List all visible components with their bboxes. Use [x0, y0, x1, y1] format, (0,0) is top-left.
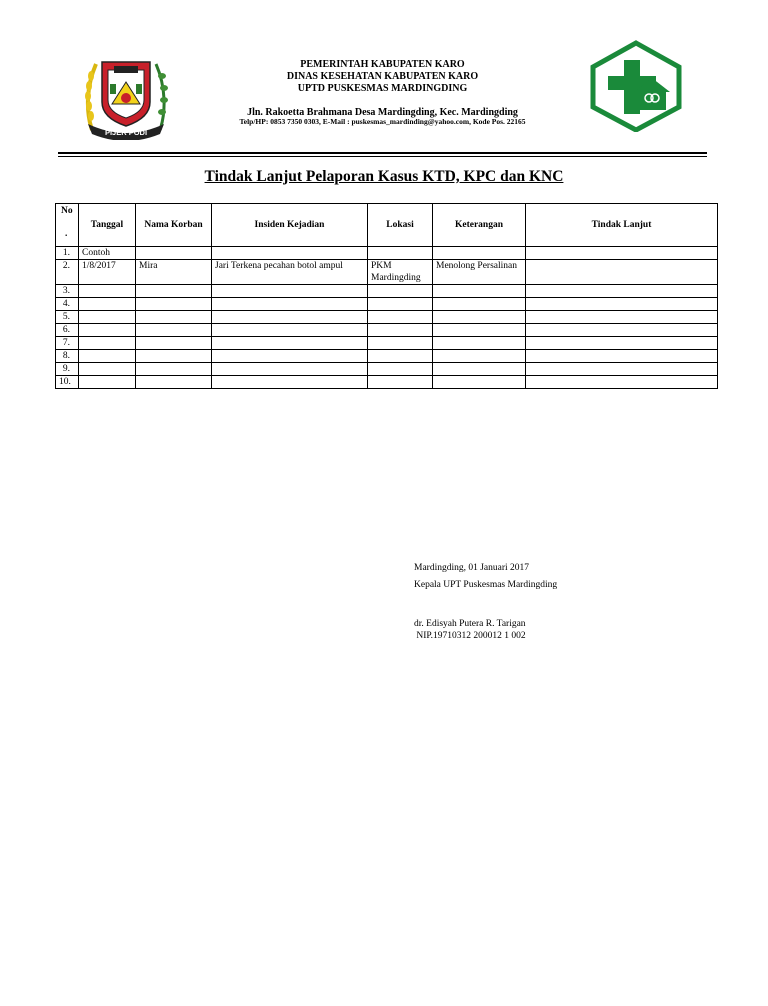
- cell-tindak-lanjut: [526, 298, 718, 311]
- cell-tanggal: [79, 285, 136, 298]
- letterhead-divider-thin: [58, 156, 707, 157]
- letterhead-address: Jln. Rakoetta Brahmana Desa Mardingding, Kec. Mardingding: [247, 107, 518, 118]
- cell-tanggal: [79, 376, 136, 389]
- cell-lokasi: [368, 311, 433, 324]
- cell-tanggal: 1/8/2017: [79, 260, 136, 285]
- letterhead-line-dinas: DINAS KESEHATAN KABUPATEN KARO: [286, 71, 479, 82]
- header-no: No .: [56, 204, 79, 247]
- cell-lokasi: [368, 247, 433, 260]
- table-row: [56, 363, 718, 376]
- cell-nama-korban: [136, 350, 212, 363]
- signature-position: Kepala UPT Puskesmas Mardingding: [414, 580, 558, 590]
- cell-tanggal: [79, 298, 136, 311]
- emblem-banner-text: PIJER PODI: [104, 128, 148, 137]
- letterhead-line-puskesmas: UPTD PUSKESMAS MARDINGDING: [297, 83, 468, 94]
- cell-insiden: [212, 363, 368, 376]
- cell-tanggal: [79, 350, 136, 363]
- table-row: [56, 247, 718, 260]
- cell-keterangan: [433, 363, 526, 376]
- cell-tanggal: [79, 311, 136, 324]
- letterhead-contact: Telp/HP: 0853 7350 0303, E-Mail : puskesmas_mardinding@yahoo.com, Kode Pos. 22165: [239, 117, 526, 126]
- cell-insiden: Jari Terkena pecahan botol ampul: [212, 260, 368, 285]
- kabupaten-karo-emblem-logo: [78, 52, 174, 140]
- cell-tindak-lanjut: [526, 363, 718, 376]
- cell-nama-korban: [136, 363, 212, 376]
- table-header-row: [56, 204, 718, 247]
- cell-no: 4.: [56, 298, 79, 311]
- cell-tindak-lanjut: [526, 337, 718, 350]
- cell-no: 3.: [56, 285, 79, 298]
- letterhead-organization: [180, 59, 585, 95]
- header-insiden-kejadian: Insiden Kejadian: [212, 204, 368, 247]
- cell-insiden: [212, 311, 368, 324]
- cell-nama-korban: [136, 298, 212, 311]
- cell-tindak-lanjut: [526, 260, 718, 285]
- table-row: [56, 285, 718, 298]
- cell-insiden: [212, 350, 368, 363]
- cell-keterangan: [433, 350, 526, 363]
- cell-tindak-lanjut: [526, 350, 718, 363]
- letterhead-divider-thick: [58, 152, 707, 154]
- signature-place-date: Mardingding, 01 Januari 2017: [414, 563, 530, 573]
- cell-lokasi: [368, 285, 433, 298]
- cell-tindak-lanjut: [526, 311, 718, 324]
- cell-tanggal: [79, 363, 136, 376]
- cell-nama-korban: [136, 247, 212, 260]
- cell-keterangan: [433, 376, 526, 389]
- cell-lokasi: [368, 350, 433, 363]
- cell-nama-korban: [136, 337, 212, 350]
- cell-lokasi: [368, 376, 433, 389]
- table-row: [56, 324, 718, 337]
- cell-lokasi: [368, 298, 433, 311]
- cell-no: 7.: [56, 337, 79, 350]
- cell-keterangan: [433, 298, 526, 311]
- signature-nip: NIP.19710312 200012 1 002: [414, 631, 526, 641]
- header-nama-korban: Nama Korban: [136, 204, 212, 247]
- cell-nama-korban: [136, 311, 212, 324]
- header-tanggal: Tanggal: [79, 204, 136, 247]
- puskesmas-logo: [588, 40, 684, 132]
- cell-keterangan: Menolong Persalinan: [433, 260, 526, 285]
- cell-keterangan: [433, 324, 526, 337]
- cell-no: 5.: [56, 311, 79, 324]
- cell-no: 1.: [56, 247, 79, 260]
- letterhead-line-government: PEMERINTAH KABUPATEN KARO: [300, 59, 465, 70]
- cell-no: 2.: [56, 260, 79, 285]
- table-row: [56, 337, 718, 350]
- cell-keterangan: [433, 311, 526, 324]
- header-tindak-lanjut: Tindak Lanjut: [526, 204, 718, 247]
- header-lokasi: Lokasi: [368, 204, 433, 247]
- cell-tindak-lanjut: [526, 285, 718, 298]
- cell-insiden: [212, 337, 368, 350]
- cell-lokasi: [368, 337, 433, 350]
- cell-no: 6.: [56, 324, 79, 337]
- cell-insiden: [212, 298, 368, 311]
- cell-keterangan: [433, 247, 526, 260]
- table-row: [56, 260, 718, 285]
- header-keterangan: Keterangan: [433, 204, 526, 247]
- cell-nama-korban: Mira: [136, 260, 212, 285]
- cell-tindak-lanjut: [526, 376, 718, 389]
- cell-insiden: [212, 376, 368, 389]
- cell-nama-korban: [136, 285, 212, 298]
- cell-tanggal: [79, 324, 136, 337]
- cell-keterangan: [433, 285, 526, 298]
- cell-no: 8.: [56, 350, 79, 363]
- cell-lokasi: [368, 324, 433, 337]
- cell-insiden: [212, 324, 368, 337]
- cell-nama-korban: [136, 324, 212, 337]
- cell-insiden: [212, 247, 368, 260]
- cell-no: 10.: [56, 376, 79, 389]
- signature-name: dr. Edisyah Putera R. Tarigan: [414, 619, 526, 629]
- report-table: [55, 203, 718, 389]
- cell-keterangan: [433, 337, 526, 350]
- table-row: [56, 298, 718, 311]
- cell-lokasi: PKM Mardingding: [368, 260, 433, 285]
- cell-tindak-lanjut: [526, 247, 718, 260]
- document-title: Tindak Lanjut Pelaporan Kasus KTD, KPC dan KNC: [204, 168, 564, 185]
- table-row: [56, 311, 718, 324]
- table-row: [56, 376, 718, 389]
- cell-tanggal: Contoh: [79, 247, 136, 260]
- cell-no: 9.: [56, 363, 79, 376]
- cell-tanggal: [79, 337, 136, 350]
- cell-insiden: [212, 285, 368, 298]
- cell-nama-korban: [136, 376, 212, 389]
- cell-lokasi: [368, 363, 433, 376]
- cell-tindak-lanjut: [526, 324, 718, 337]
- table-row: [56, 350, 718, 363]
